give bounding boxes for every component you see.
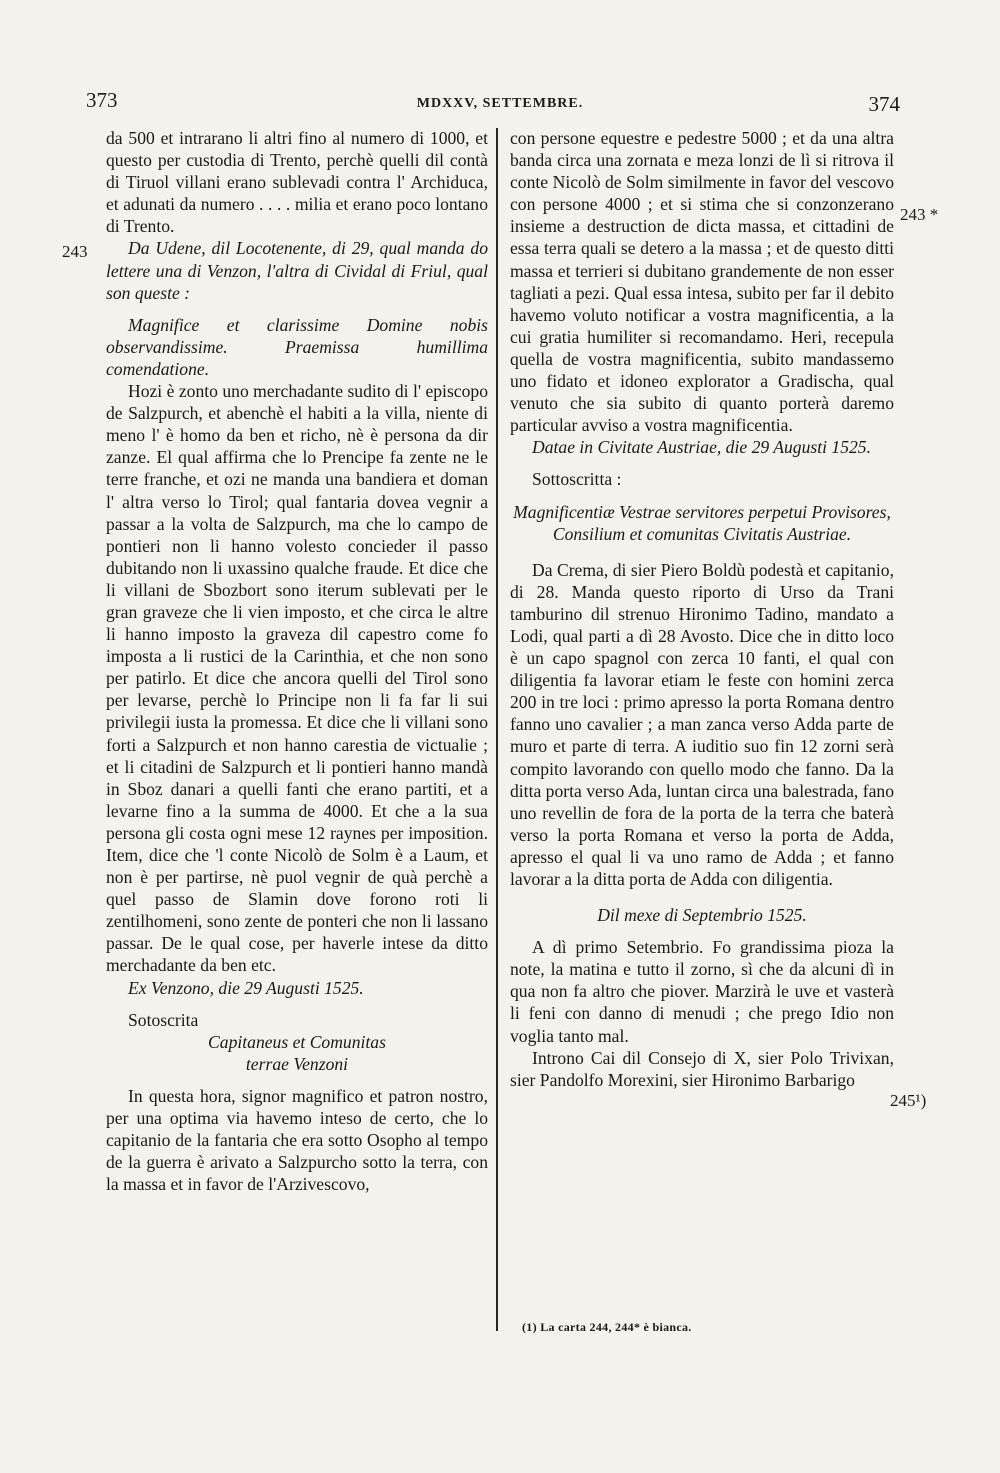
margin-note-245: 245¹) — [890, 1091, 927, 1110]
right-column — [510, 127, 894, 1091]
paragraph: Hozi è zonto uno merchadante sudito di l' episcopo de Salzpurch, et abenchè el habiti a la villa, niente di meno l' è homo da ben et richo, nè è persona da dir zanze. El qual affirma che lo Prencipe fa zente ne le terre franche, et ozi ne manda una bandiera et doman l' altra verso lo Tirol; qual fantaria dovea vegnir a passar a la volta de Salzpurch, ma che lo campo de pontieri non li hanno volesto concieder il passo dubitando non li uxassino qualche fraude. Et dice che li villani de Sbozbort sono iterum sublevati per le gran graveze che li vien imposto, et che circa le altre li hanno imposto la graveza dil capestro come fo imposta a li rustici de la Carinthia, et che non sono per patirlo. Et dice che ancora quelli del Tirol sono per levarse, perchè lo Principe non li fa far li sui privilegii iusta la promessa. Et dice che li villani sono forti a Salzpurch et non hanno carestia de victualie ; et li citadini de Salzpurch et li pontieri hanno mandà in Sboz danari a quelli fanti che erano partiti, et a levarne fino a la summa de 4000. Et che a la sua persona gli costa ogni mese 12 raynes per imposition. Item, dice che 'l conte Nicolò de Solm è a Laum, et non è per partirse, nè puol vegnir de quà perchè a quel passo de Slamin dove forono roti li zentilhomeni, sono zente de ponteri che non li lassano passar. De le qual cose, per haverle intese da ditto merchadante da ben etc. — [106, 381, 488, 976]
paragraph-heading: Da Udene, dil Locotenente, di 29, qual manda do lettere una di Venzon, l'altra di Cividal di Friul, qual son queste : — [106, 238, 488, 303]
left-column — [106, 127, 488, 1195]
signature-line: Capitaneus et Comunitas — [208, 1031, 386, 1052]
margin-note-243-right: 243 * — [900, 205, 939, 224]
paragraph: Da Crema, di sier Piero Boldù podestà et capitanio, di 28. Manda questo riporto di Urso da Trani tamburino dil strenuo Hironimo Tadino, mandato a Lodi, qual parti a dì 28 Avosto. Dice che in ditto loco è un capo spagnol con zerca 10 fanti, el qual con diligentia fa lavorar etiam le feste con homini zerca 200 in tre loci : primo apresso la porta Romana dentro fanno uno cavalier ; a man zanca verso Adda parte de muro et parte di terra. A iuditio suo fin 12 zorni serà compito lavorando con quello modo che fanno. Da la ditta porta verso Ada, luntan circa una balestrada, fano uno revellin de fora de la porta de la terra che baterà verso la porta Romana et verso la porta de Adda, apresso el qual li va uno ramo de Adda ; et fanno lavorar a la ditta porta de Adda con diligentia. — [510, 559, 894, 889]
paragraph: Introno Cai dil Consejo di X, sier Polo Trivixan, sier Pandolfo Morexini, sier Hironimo Barbarigo — [510, 1047, 894, 1090]
section-heading: Dil mexe di Septembrio 1525. — [597, 905, 807, 926]
signature-label: Sotoscrita — [128, 1009, 199, 1030]
running-title: MDXXV, SETTEMBRE. — [416, 96, 584, 111]
left-page-number: 373 — [86, 88, 118, 112]
signature-line: terrae Venzoni — [245, 1053, 349, 1074]
paragraph: In questa hora, signor magnifico et patron nostro, per una optima via havemo inteso de certo, che lo capitanio de la fantaria che era sotto Osopho al tempo de la guerra è arivato a Salzpurcho sotto la terra, con la massa et in favor de l'Arzivescovo, — [106, 1085, 488, 1195]
paragraph: A dì primo Setembrio. Fo grandissima pioza la note, la matina e tutto il zorno, sì che da alcuni dì in qua non fa altro che piover. Marzirà le uve et vasterà li feni con danno di menudi ; che prego Idio non voglia tanto mal. — [510, 937, 894, 1046]
column-divider — [496, 128, 498, 1331]
letter-salutation: Magnifice et clarissime Domine nobis observandissime. Praemissa humillima comendatione. — [106, 314, 488, 379]
footnote: (1) La carta 244, 244* è bianca. — [522, 1320, 692, 1334]
signature-block: Magnificentiæ Vestrae servitores perpetui Provisores, Consilium et comunitas Civitatis Austriae. — [513, 501, 891, 544]
letter-date: Datae in Civitate Austriae, die 29 Augusti 1525. — [532, 437, 871, 458]
paragraph: con persone equestre e pedestre 5000 ; et da una altra banda circa una zornata e meza lonzi de lì si ritrova il conte Nicolò de Solm similmente in favor del vescovo con persone 4000 ; et si stima che si conzonzerano insieme a destruction de dicta massa, et cittadini de essa terra quali se detero a la massa ; et de questo ditti massa et terrieri si dubitano grandemente de non esser tagliati a pezi. Qual essa intesa, subito per far il debito havemo voluto notificar a vostra magnificentia, a la cui gratia humiliter si recomandamo. Heri, recepula quella de vostra magnificentia, subito mandassemo uno fidato et idoneo explorator a Gradischa, qual venuto che sia subito di quanto porterà daremo particular avviso a vostra magnificentia. — [510, 128, 894, 436]
signature-label: Sottoscritta : — [532, 469, 622, 490]
letter-date: Ex Venzono, die 29 Augusti 1525. — [128, 977, 364, 998]
right-page-number: 374 — [868, 92, 900, 116]
margin-note-243-left: 243 — [62, 242, 88, 261]
paragraph: da 500 et intrarano li altri fino al numero di 1000, et questo per custodia di Trento, perchè quelli dil contà di Tiruol villani erano sublevadi contra l' Archiduca, et adunati da numero . . . . milia et erano poco lontano di Trento. — [106, 128, 488, 237]
